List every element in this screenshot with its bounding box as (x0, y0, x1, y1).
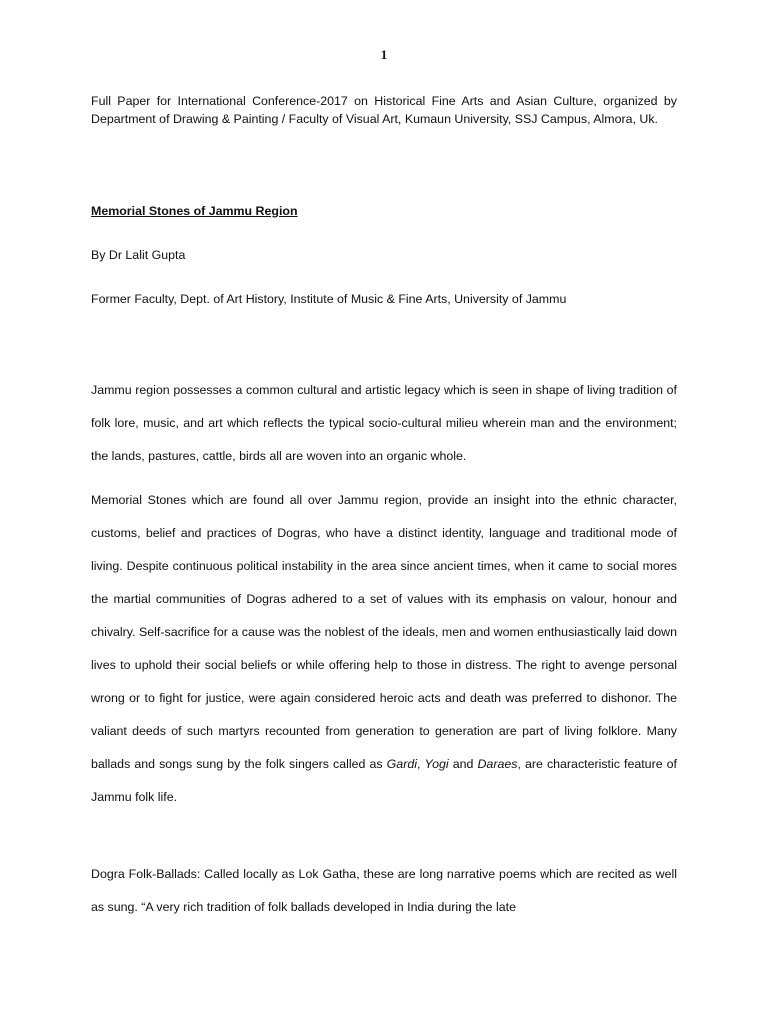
term-daraes: Daraes (477, 757, 518, 771)
paper-title: Memorial Stones of Jammu Region (91, 204, 298, 218)
paragraph-1-text: Jammu region possesses a common cultural and artistic legacy which is seen in shape of living tradition of folk lore, music, and art which reflects the typical socio-cultural milieu wherein man and the environment; the lands, pastures, cattle, birds all are woven into an organic whole. (91, 383, 677, 463)
paragraph-2 (91, 484, 677, 814)
separator-2: and (448, 757, 478, 771)
paragraph-2-text (91, 484, 677, 814)
term-yogi: Yogi (424, 757, 449, 771)
conference-note: Full Paper for International Conference-2017 on Historical Fine Arts and Asian Culture, organized by Department of Drawing & Painting / Faculty of Visual Art, Kumaun University, SSJ Campus, Almora, Uk. (91, 94, 677, 126)
paragraph-1 (91, 374, 677, 473)
page-number: 1 (380, 47, 388, 62)
term-gardi: Gardi (386, 757, 417, 771)
paragraph-2-tail: , are characteristic feature of Jammu folk life. (91, 757, 678, 804)
paragraph-2-lead: Memorial Stones which are found all over Jammu region, provide an insight into the ethnic character, customs, belief and practices of Dogras, who have a distinct identity, language and traditional mode of living. Despite continuous political instability in the area since ancient times, when it came to social mores the martial communities of Dogras adhered to a set of values with its emphasis on valour, honour and chivalry. Self-sacrifice for a cause was the noblest of the ideals, men and women enthusiastically laid down lives to uphold their social beliefs or while offering help to those in distress. The right to avenge personal wrong or to fight for justice, were again considered heroic acts and death was preferred to dishonor. The valiant deeds of such martyrs recounted from generation to generation are part of living folklore. Many ballads and songs sung by the folk singers called as (91, 493, 677, 771)
paragraph-3-text: Dogra Folk-Ballads: Called locally as Lok Gatha, these are long narrative poems which are recited as well as sung. “A very rich tradition of folk ballads developed in India during the late (91, 867, 677, 914)
paragraph-3 (91, 858, 677, 924)
author-affiliation: Former Faculty, Dept. of Art History, Institute of Music & Fine Arts, University of Jammu (91, 292, 567, 306)
author-line: By Dr Lalit Gupta (91, 248, 186, 262)
separator-1: , (416, 757, 425, 771)
